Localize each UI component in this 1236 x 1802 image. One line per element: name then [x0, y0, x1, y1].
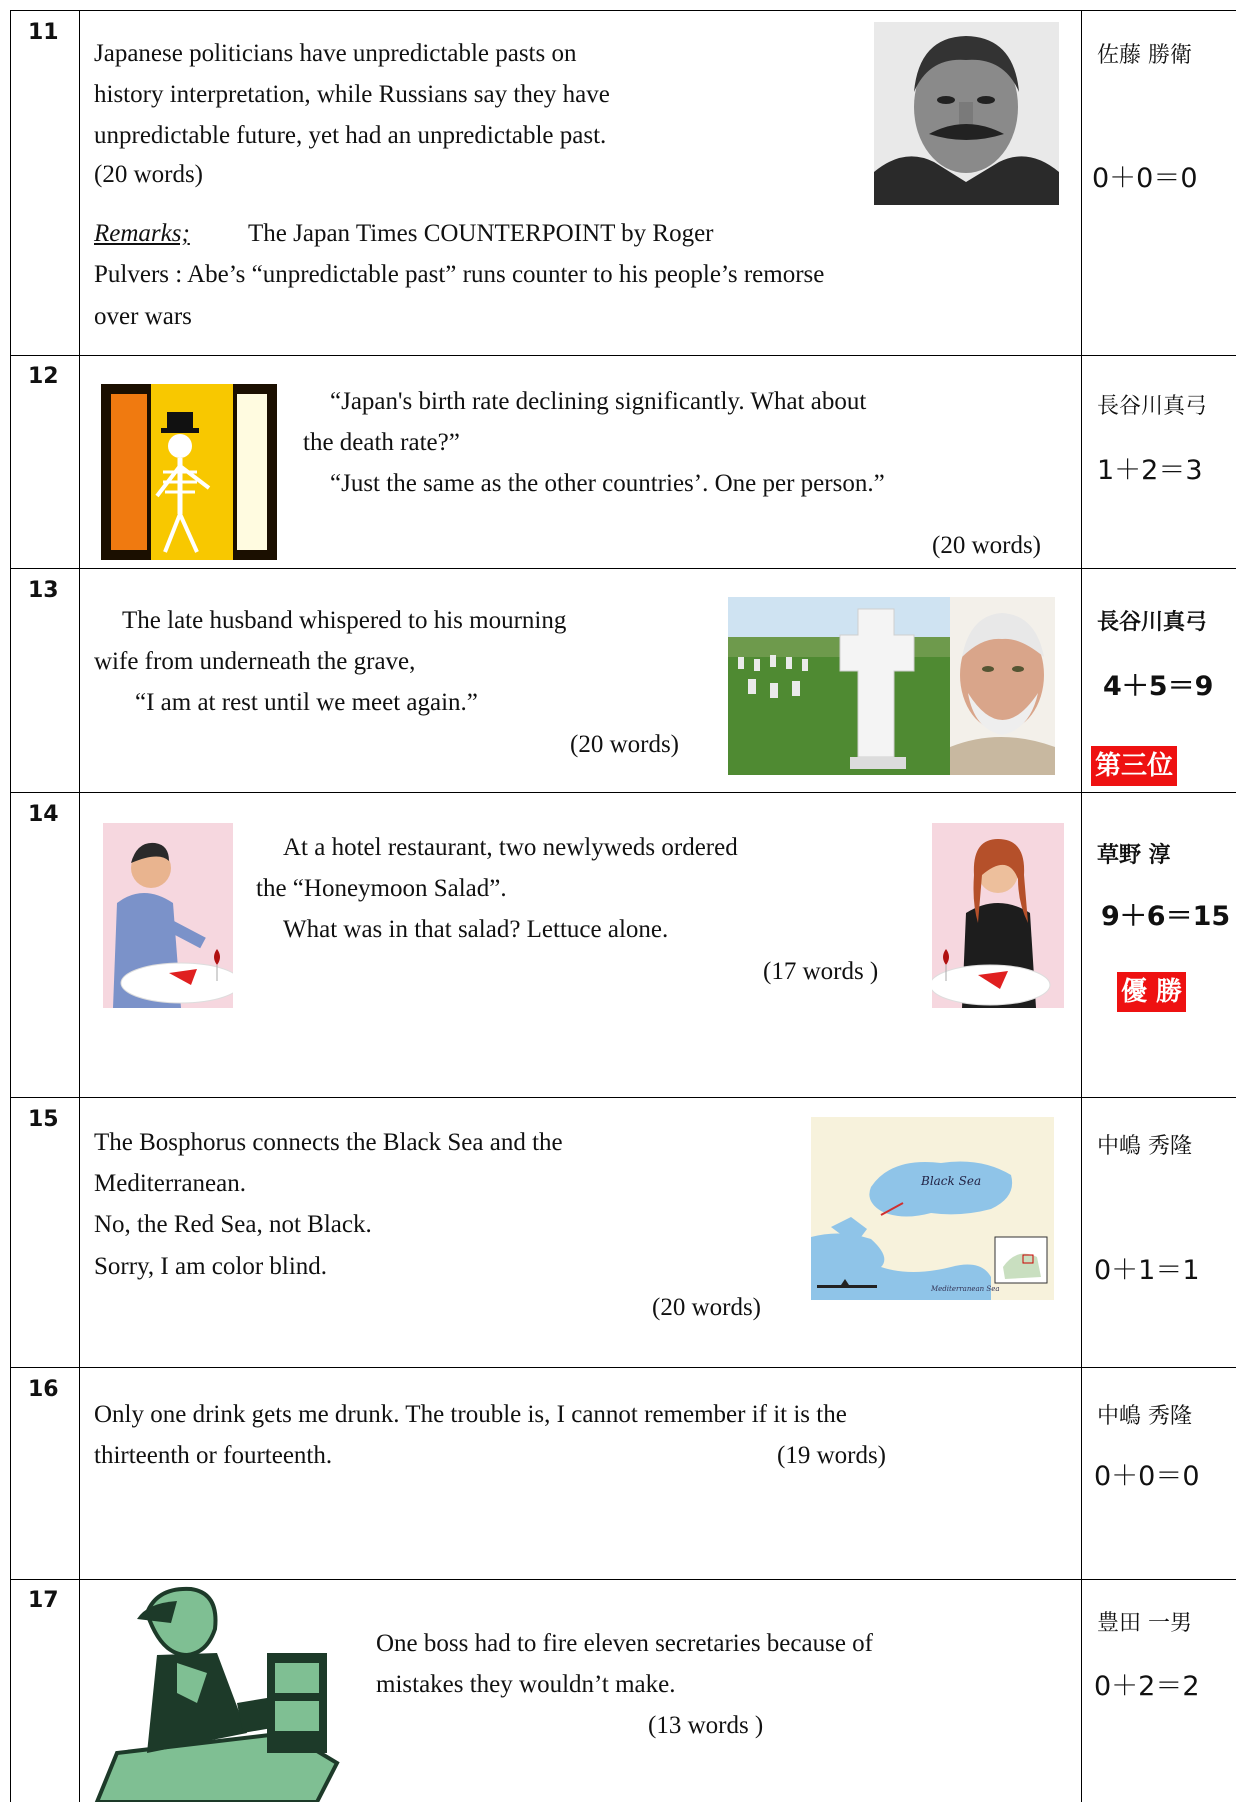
- entry-number: 15: [28, 1107, 59, 1132]
- score: 4＋5＝9: [1103, 671, 1214, 702]
- author-name: 草野 淳: [1097, 843, 1171, 868]
- cemetery-photo: [728, 597, 950, 775]
- entry-text-line: At a hotel restaurant, two newlyweds ordered: [283, 834, 738, 861]
- remarks-text-line: over wars: [94, 303, 192, 330]
- author-name: 佐藤 勝衛: [1097, 43, 1192, 68]
- row-divider: [10, 792, 1236, 793]
- woman-at-table-clipart: [932, 823, 1064, 1008]
- entry-text-line: wife from underneath the grave,: [94, 648, 416, 675]
- old-man-photo: [950, 597, 1055, 775]
- table-left-border: [10, 10, 11, 1802]
- map-label-mediterranean: Mediterranean Sea: [931, 1285, 1000, 1293]
- author-name: 中嶋 秀隆: [1097, 1134, 1192, 1159]
- entry-number: 14: [28, 802, 59, 827]
- entry-number: 16: [28, 1377, 59, 1402]
- score: 9＋6＝15: [1101, 901, 1231, 932]
- author-name: 中嶋 秀隆: [1097, 1404, 1192, 1429]
- entry-text-line: “I am at rest until we meet again.”: [135, 689, 478, 716]
- score: 0＋0＝0: [1092, 163, 1198, 194]
- word-count: (19 words): [777, 1442, 887, 1469]
- entry-text-line: The late husband whispered to his mourning: [122, 607, 567, 634]
- rank-badge: 第三位: [1091, 746, 1177, 786]
- entry-text-line: Only one drink gets me drunk. The trouble is, I cannot remember if it is the: [94, 1401, 847, 1428]
- black-sea-map: [811, 1117, 1054, 1300]
- man-at-table-clipart: [103, 823, 233, 1008]
- remarks-label: Remarks;: [94, 220, 190, 247]
- row-divider: [10, 1097, 1236, 1098]
- entry-number: 12: [28, 364, 59, 389]
- author-name: 豊田 一男: [1097, 1611, 1192, 1636]
- portrait-photo: [874, 22, 1059, 205]
- entry-number: 13: [28, 578, 59, 603]
- entry-text-line: Sorry, I am color blind.: [94, 1253, 328, 1280]
- row-divider: [10, 1579, 1236, 1580]
- score: 1＋2＝3: [1097, 455, 1203, 486]
- entry-text-line: One boss had to fire eleven secretaries because of: [376, 1630, 873, 1657]
- map-label-black-sea: Black Sea: [921, 1174, 982, 1188]
- remarks-text-line: The Japan Times COUNTERPOINT by Roger: [248, 220, 714, 247]
- skeleton-clipart: [101, 384, 277, 560]
- remarks-text-line: Pulvers : Abe’s “unpredictable past” runs counter to his people’s remorse: [94, 261, 825, 288]
- entry-text-line: “Just the same as the other countries’. One per person.”: [330, 470, 885, 497]
- entry-text-line: thirteenth or fourteenth.: [94, 1442, 333, 1469]
- entry-number: 17: [28, 1588, 59, 1613]
- word-count: (13 words ): [648, 1712, 764, 1739]
- entry-text-line: the “Honeymoon Salad”.: [256, 875, 507, 902]
- author-name: 長谷川真弓: [1097, 394, 1208, 419]
- row-divider: [10, 1367, 1236, 1368]
- word-count: (20 words): [570, 731, 680, 758]
- score: 0＋0＝0: [1094, 1461, 1200, 1492]
- word-count: (20 words): [94, 161, 204, 188]
- entry-text-line: unpredictable future, yet had an unpredictable past.: [94, 122, 607, 149]
- score: 0＋1＝1: [1094, 1255, 1200, 1286]
- word-count: (17 words ): [763, 958, 879, 985]
- row-divider: [10, 568, 1236, 569]
- row-divider: [10, 355, 1236, 356]
- author-name: 長谷川真弓: [1097, 610, 1208, 635]
- word-count: (20 words): [932, 532, 1042, 559]
- table-number-column-border: [79, 10, 80, 1802]
- entry-text-line: “Japan's birth rate declining significantly. What about: [330, 388, 867, 415]
- entry-text-line: history interpretation, while Russians say they have: [94, 81, 610, 108]
- entry-text-line: Japanese politicians have unpredictable pasts on: [94, 40, 577, 67]
- table-top-border: [10, 10, 1236, 11]
- entry-text-line: the death rate?”: [303, 429, 460, 456]
- rank-badge: 優 勝: [1117, 972, 1186, 1012]
- entry-text-line: Mediterranean.: [94, 1170, 247, 1197]
- word-count: (20 words): [652, 1294, 762, 1321]
- entry-text-line: What was in that salad? Lettuce alone.: [283, 916, 669, 943]
- score: 0＋2＝2: [1094, 1671, 1200, 1702]
- table-author-column-border: [1081, 10, 1082, 1802]
- entry-text-line: mistakes they wouldn’t make.: [376, 1671, 676, 1698]
- entry-text-line: No, the Red Sea, not Black.: [94, 1211, 372, 1238]
- entry-number: 11: [28, 20, 59, 45]
- entry-text-line: The Bosphorus connects the Black Sea and the: [94, 1129, 563, 1156]
- secretary-clipart: [87, 1583, 345, 1802]
